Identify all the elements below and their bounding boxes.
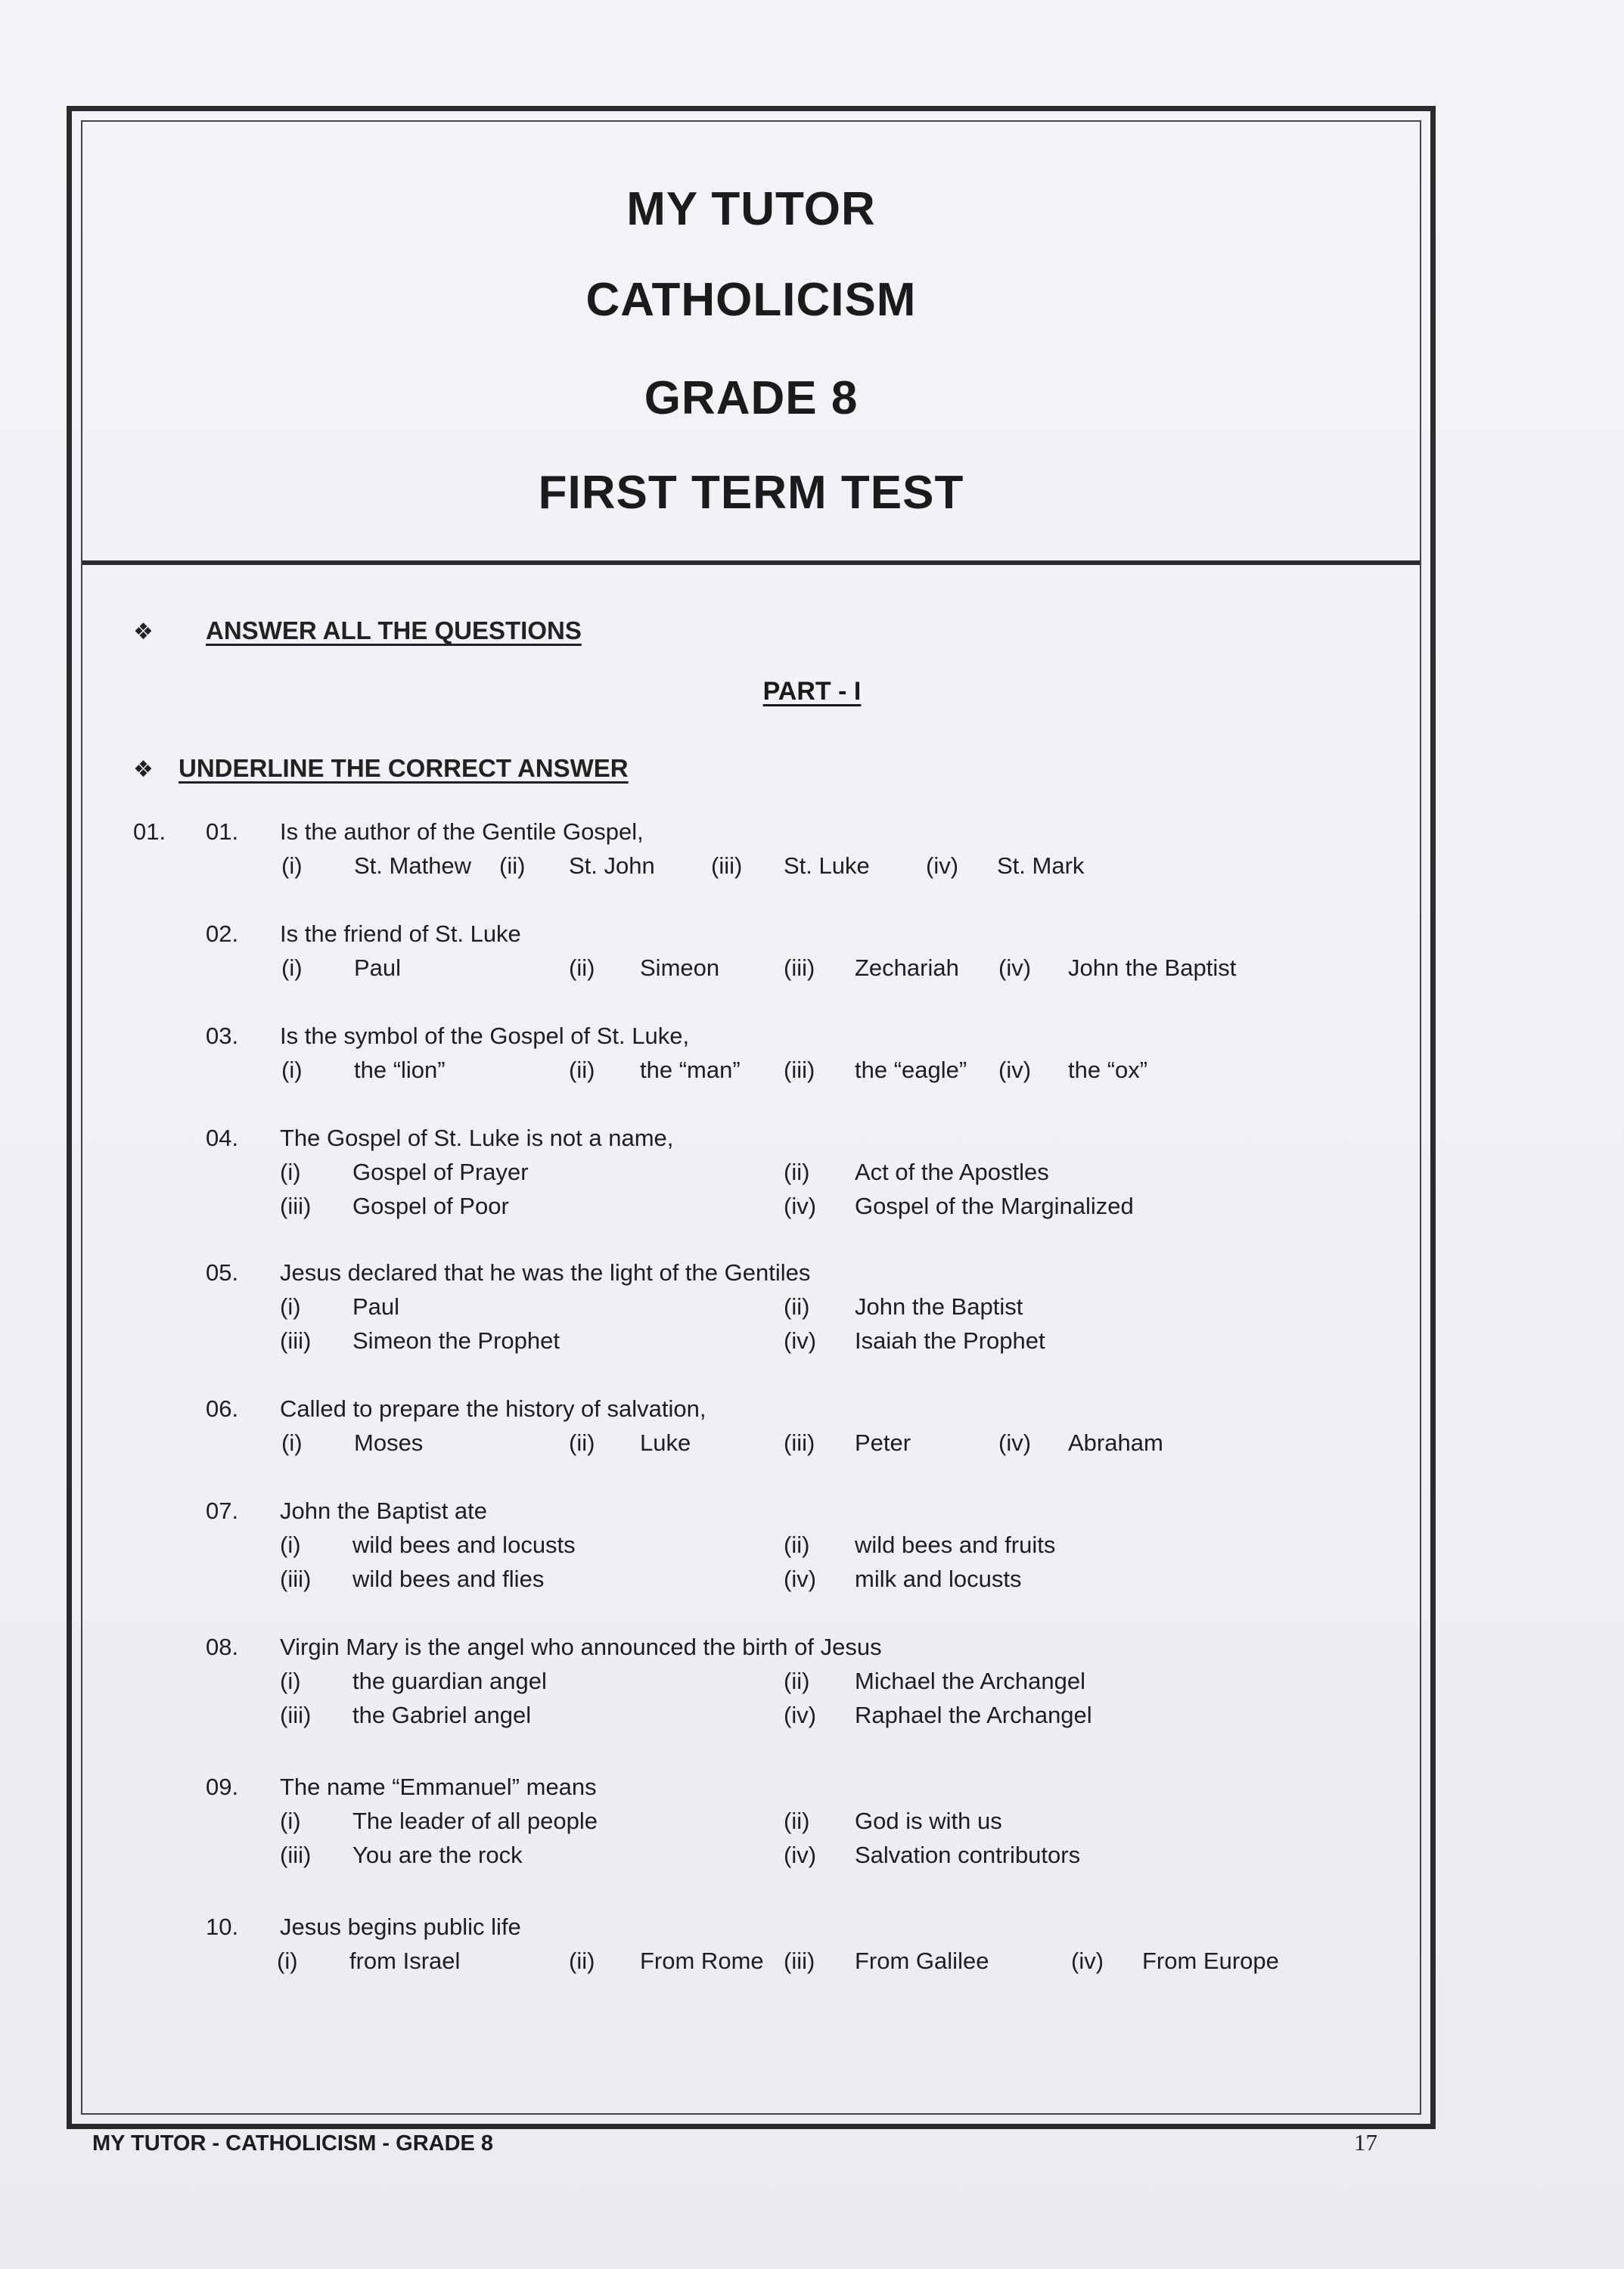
option-text[interactable]: Salvation contributors [855, 1842, 1081, 1868]
title-block [82, 122, 1420, 565]
option-marker: (iii) [280, 1702, 312, 1728]
part-heading: PART - I [762, 677, 862, 706]
option-marker: (i) [277, 1948, 298, 1974]
publisher-title: MY TUTOR [626, 183, 876, 235]
option-text[interactable]: St. Luke [784, 852, 870, 879]
option-text[interactable]: wild bees and flies [352, 1566, 545, 1592]
option-marker: (iii) [784, 1429, 815, 1456]
option-text[interactable]: the guardian angel [352, 1668, 547, 1694]
option-text[interactable]: Raphael the Archangel [855, 1702, 1092, 1728]
option-text[interactable]: Gospel of Prayer [352, 1159, 529, 1185]
option-marker: (iii) [711, 852, 743, 879]
option-marker: (ii) [784, 1532, 810, 1558]
option-marker: (i) [281, 954, 303, 981]
option-marker: (i) [280, 1293, 301, 1320]
option-text[interactable]: Gospel of the Marginalized [855, 1193, 1134, 1219]
option-marker: (iv) [998, 954, 1032, 981]
option-text[interactable]: John the Baptist [855, 1293, 1023, 1320]
question-number: 07. [206, 1498, 239, 1524]
option-text[interactable]: From Galilee [855, 1948, 989, 1974]
option-text[interactable]: Peter [855, 1429, 911, 1456]
page-number: 17 [1354, 2129, 1377, 2156]
question-stem: Called to prepare the history of salvation, [280, 1395, 706, 1422]
option-marker: (i) [281, 1057, 303, 1083]
option-marker: (ii) [499, 852, 526, 879]
option-marker: (iv) [926, 852, 959, 879]
option-marker: (iv) [784, 1842, 817, 1868]
option-marker: (iii) [280, 1193, 312, 1219]
option-text[interactable]: You are the rock [352, 1842, 523, 1868]
option-text[interactable]: Abraham [1068, 1429, 1163, 1456]
question-number: 08. [206, 1634, 239, 1660]
option-marker: (i) [280, 1532, 301, 1558]
question-stem: John the Baptist ate [280, 1498, 488, 1524]
option-text[interactable]: Luke [640, 1429, 691, 1456]
option-text[interactable]: Paul [354, 954, 402, 981]
option-marker: (ii) [784, 1159, 810, 1185]
question-number: 01. [206, 818, 239, 845]
option-text[interactable]: The leader of all people [352, 1808, 598, 1834]
question-stem: The name “Emmanuel” means [280, 1774, 597, 1800]
option-text[interactable]: John the Baptist [1068, 954, 1237, 981]
option-marker: (iii) [784, 1948, 815, 1974]
option-marker: (ii) [569, 1948, 595, 1974]
option-marker: (i) [280, 1159, 301, 1185]
option-text[interactable]: the “man” [640, 1057, 741, 1083]
underline-instruction: UNDERLINE THE CORRECT ANSWER [179, 754, 629, 782]
test-title: FIRST TERM TEST [538, 467, 964, 519]
option-text[interactable]: Gospel of Poor [352, 1193, 509, 1219]
question-number: 03. [206, 1023, 239, 1049]
question-number: 05. [206, 1259, 239, 1286]
option-text[interactable]: the “ox” [1068, 1057, 1148, 1083]
option-text[interactable]: St. Mark [997, 852, 1085, 879]
option-text[interactable]: From Rome [640, 1948, 764, 1974]
question-stem: Jesus declared that he was the light of the Gentiles [280, 1259, 811, 1286]
option-marker: (i) [280, 1808, 301, 1834]
option-text[interactable]: St. John [569, 852, 655, 879]
answer-all-instruction: ANSWER ALL THE QUESTIONS [206, 616, 582, 644]
option-text[interactable]: Paul [352, 1293, 400, 1320]
question-number: 04. [206, 1125, 239, 1151]
question-stem: Is the symbol of the Gospel of St. Luke, [280, 1023, 690, 1049]
question-stem: Jesus begins public life [280, 1914, 521, 1940]
option-marker: (iv) [784, 1327, 817, 1354]
option-text[interactable]: Act of the Apostles [855, 1159, 1049, 1185]
option-text[interactable]: Isaiah the Prophet [855, 1327, 1045, 1354]
section-number: 01. [133, 818, 166, 845]
option-marker: (iii) [280, 1327, 312, 1354]
option-text[interactable]: From Europe [1142, 1948, 1279, 1974]
bullet-icon: ❖ [133, 757, 154, 782]
option-text[interactable]: the “eagle” [855, 1057, 967, 1083]
option-marker: (ii) [784, 1808, 810, 1834]
option-text[interactable]: Michael the Archangel [855, 1668, 1086, 1694]
option-marker: (iv) [784, 1702, 817, 1728]
option-marker: (ii) [784, 1668, 810, 1694]
option-marker: (i) [280, 1668, 301, 1694]
option-text[interactable]: the Gabriel angel [352, 1702, 532, 1728]
footer-title: MY TUTOR - CATHOLICISM - GRADE 8 [92, 2131, 494, 2156]
option-marker: (ii) [569, 1429, 595, 1456]
option-text[interactable]: Simeon [640, 954, 720, 981]
option-marker: (iv) [998, 1057, 1032, 1083]
option-text[interactable]: wild bees and locusts [352, 1532, 576, 1558]
option-marker: (iv) [998, 1429, 1032, 1456]
option-text[interactable]: Zechariah [855, 954, 959, 981]
option-marker: (i) [281, 1429, 303, 1456]
question-stem: Is the friend of St. Luke [280, 920, 521, 947]
option-marker: (i) [281, 852, 303, 879]
option-marker: (iii) [784, 1057, 815, 1083]
page-frame [67, 106, 1436, 2129]
question-stem: Virgin Mary is the angel who announced the birth of Jesus [280, 1634, 882, 1660]
option-marker: (iii) [280, 1842, 312, 1868]
option-marker: (iii) [784, 954, 815, 981]
option-text[interactable]: milk and locusts [855, 1566, 1022, 1592]
bullet-icon: ❖ [133, 619, 154, 644]
question-number: 02. [206, 920, 239, 947]
option-text[interactable]: from Israel [349, 1948, 461, 1974]
question-number: 06. [206, 1395, 239, 1422]
option-marker: (ii) [784, 1293, 810, 1320]
subject-title: CATHOLICISM [585, 274, 917, 326]
question-number: 09. [206, 1774, 239, 1800]
option-text[interactable]: the “lion” [354, 1057, 446, 1083]
option-text[interactable]: God is with us [855, 1808, 1002, 1834]
question-stem: The Gospel of St. Luke is not a name, [280, 1125, 674, 1151]
option-text[interactable]: Moses [354, 1429, 424, 1456]
option-marker: (iii) [280, 1566, 312, 1592]
option-text[interactable]: wild bees and fruits [855, 1532, 1056, 1558]
option-text[interactable]: St. Mathew [354, 852, 472, 879]
option-marker: (ii) [569, 954, 595, 981]
option-marker: (iv) [1071, 1948, 1104, 1974]
option-marker: (ii) [569, 1057, 595, 1083]
option-marker: (iv) [784, 1193, 817, 1219]
option-text[interactable]: Simeon the Prophet [352, 1327, 560, 1354]
question-number: 10. [206, 1914, 239, 1940]
grade-title: GRADE 8 [644, 372, 859, 424]
question-stem: Is the author of the Gentile Gospel, [280, 818, 644, 845]
option-marker: (iv) [784, 1566, 817, 1592]
